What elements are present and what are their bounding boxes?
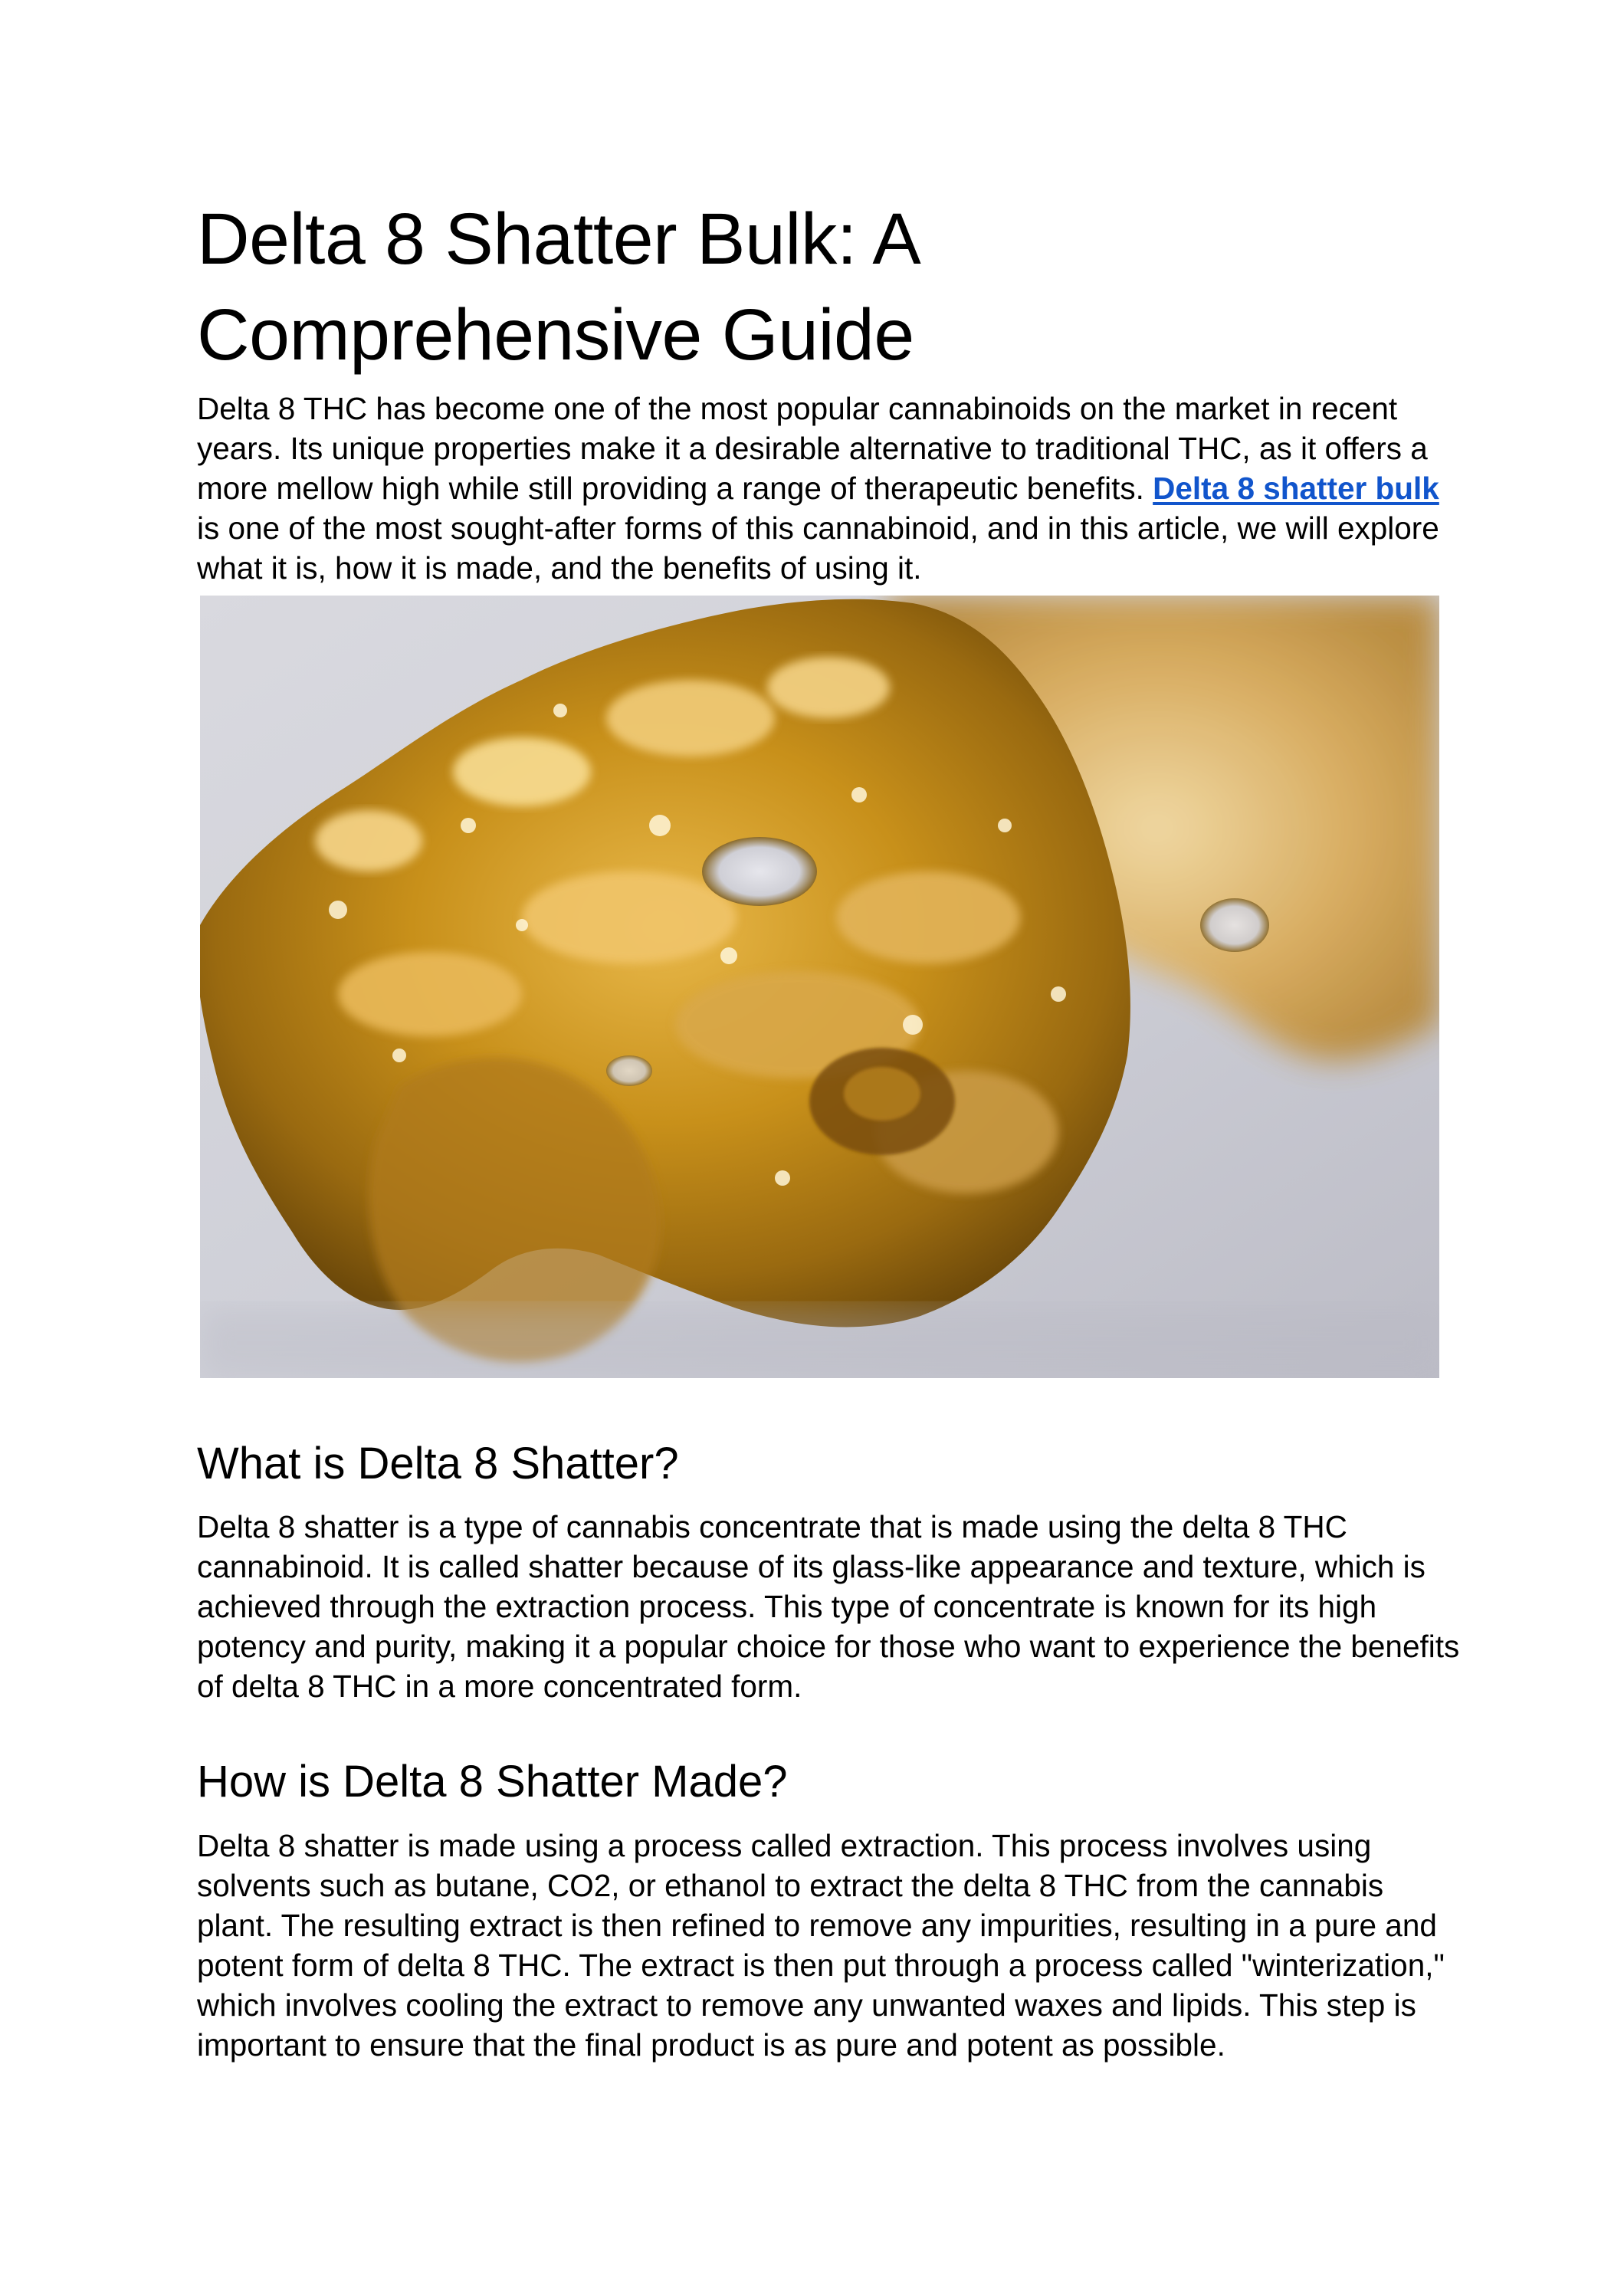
intro-text-after-link: is one of the most sought-after forms of this cannabinoid, and in this article, we will explore what it is, how it is made, and the benefits of using it. [197,510,1439,586]
shatter-photo [200,596,1439,1378]
intro-paragraph [197,389,1462,588]
section-heading-how-made: How is Delta 8 Shatter Made? [197,1757,788,1807]
delta-8-shatter-bulk-link[interactable]: Delta 8 shatter bulk [1153,471,1439,506]
section-body-how-made: Delta 8 shatter is made using a process called extraction. This process involves using solvents such as butane, CO2, or ethanol to extract the delta 8 THC from the cannabis plant. The resulting extract is then refined to remove any impurities, resulting in a pure and potent form of delta 8 THC. The extract is then put through a process called "winterization," which involves cooling the extract to remove any unwanted waxes and lipids. This step is important to ensure that the final product is as pure and potent as possible. [197,1828,1445,2063]
section-body-what-is: Delta 8 shatter is a type of cannabis concentrate that is made using the delta 8 THC cannabinoid. It is called shatter because of its glass-like appearance and texture, which is achieved through the extraction process. This type of concentrate is known for its high potency and purity, making it a popular choice for those who want to experience the benefits of delta 8 THC in a more concentrated form. [197,1509,1460,1704]
intro-text-before-link: Delta 8 THC has become one of the most popular cannabinoids on the market in recent years. Its unique properties make it a desirable alternative to traditional THC, as it offers a more mellow high while still providing a range of therapeutic benefits. [197,391,1428,506]
page-title: Delta 8 Shatter Bulk: A Comprehensive Guide [197,199,917,376]
section-heading-what-is: What is Delta 8 Shatter? [197,1439,679,1488]
